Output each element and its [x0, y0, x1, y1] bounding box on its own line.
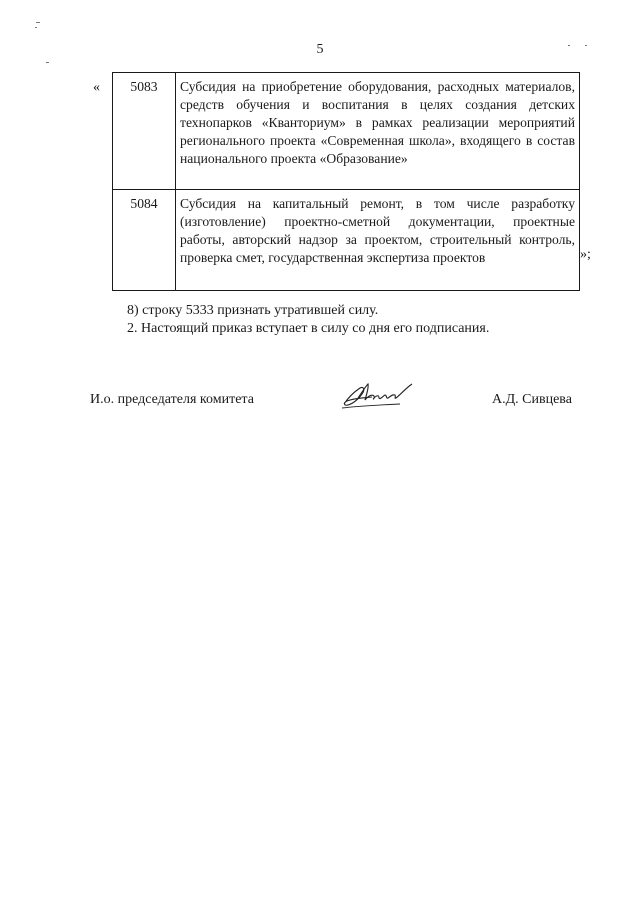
- table-row: [113, 73, 580, 190]
- handwritten-signature: [338, 378, 418, 412]
- paragraph-item-8: 8) строку 5333 признать утратившей силу.: [127, 303, 379, 318]
- row-code: 5084: [113, 190, 176, 291]
- scan-mark: [35, 27, 37, 28]
- signatory-name: А.Д. Сивцева: [492, 392, 572, 407]
- table-row: [113, 190, 580, 291]
- paragraph-effective-date: 2. Настоящий приказ вступает в силу со дня его подписания.: [127, 321, 490, 336]
- scan-mark: [46, 62, 49, 63]
- table-close-quote: »;: [580, 247, 591, 262]
- page-number: 5: [316, 42, 324, 57]
- row-description: Субсидия на приобретение оборудования, расходных материалов, средств обучения и воспитания в целях создания детских технопарков «Кванториум» в рамках реализации мероприятий регионального проекта «Современная школа», входящего в состав национального проекта «Образование»: [176, 73, 580, 190]
- signatory-title: И.о. председателя комитета: [90, 392, 254, 407]
- budget-codes-table: [112, 72, 580, 291]
- row-code: 5083: [113, 73, 176, 190]
- row-description: Субсидия на капитальный ремонт, в том числе разработку (изготовление) проектно-сметной документации, проектные работы, авторский надзор за проектом, строительный контроль, проверка смет, государственная экспертиза проектов: [176, 190, 580, 291]
- table-open-quote: «: [93, 80, 100, 95]
- scan-mark: [36, 22, 40, 23]
